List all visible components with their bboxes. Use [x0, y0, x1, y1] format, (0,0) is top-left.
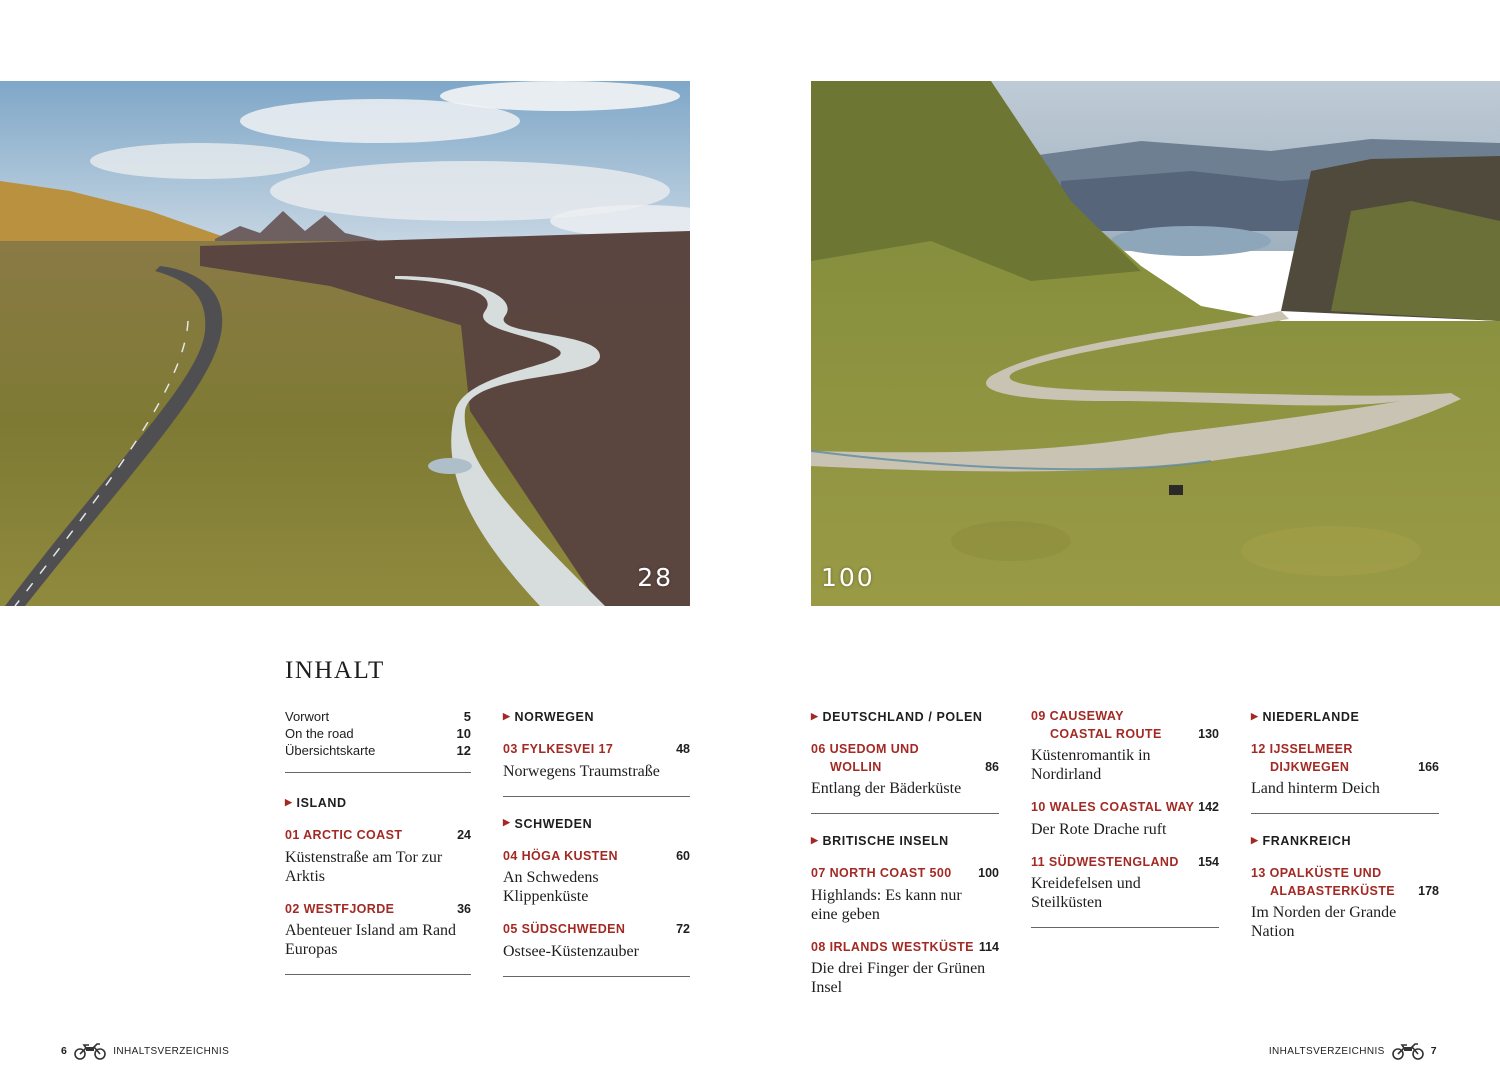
- entry-description: Entlang der Bäderküste: [811, 780, 962, 797]
- triangle-right-icon: ▶: [503, 817, 511, 827]
- region-label: FRANKREICH: [1262, 834, 1352, 848]
- motorcycle-icon: [73, 1042, 107, 1060]
- entry-code-line-2: COASTAL ROUTE: [1050, 726, 1162, 741]
- toc-entry-09[interactable]: [1031, 708, 1219, 784]
- region-heading-niederlande: [1251, 708, 1439, 726]
- entry-page: 72: [676, 922, 690, 936]
- triangle-right-icon: ▶: [1251, 710, 1259, 721]
- toc-intro-page: 10: [456, 726, 471, 741]
- region-heading-norwegen: [503, 708, 690, 726]
- triangle-right-icon: ▶: [503, 710, 511, 721]
- entry-description: Der Rote Drache ruft: [1031, 820, 1167, 838]
- entry-page: 178: [1418, 883, 1439, 898]
- divider: [503, 976, 690, 977]
- entry-code-line-2: DIJKWEGEN: [1270, 759, 1350, 774]
- toc-entry-04[interactable]: [503, 848, 690, 907]
- entry-code: [811, 741, 919, 776]
- toc-entry-02[interactable]: [285, 901, 471, 960]
- region-heading-frankreich: [1251, 832, 1439, 850]
- toc-entry-13[interactable]: [1251, 865, 1439, 941]
- divider: [285, 974, 471, 975]
- photo-page-ref: 100: [821, 563, 875, 592]
- entry-description: Küstenromantik in Nordirland: [1031, 747, 1151, 783]
- entry-description: Norwegens Traumstraße: [503, 762, 660, 780]
- entry-code: 03 FYLKESVEI 17: [503, 742, 614, 756]
- toc-entry-10[interactable]: [1031, 799, 1219, 839]
- toc-column-2: [503, 708, 690, 995]
- entry-description: Abenteuer Island am Rand Europas: [285, 922, 457, 958]
- entry-page: 130: [1198, 726, 1219, 741]
- toc-column-4: [1031, 708, 1219, 946]
- entry-code-line-1: 13 OPALKÜSTE UND: [1251, 866, 1382, 880]
- region-label: NIEDERLANDE: [1262, 710, 1360, 724]
- photo-highlands-road: [811, 81, 1500, 606]
- entry-page: 86: [985, 759, 999, 774]
- toc-entry-03[interactable]: [503, 741, 690, 781]
- toc-intro-item[interactable]: [285, 708, 471, 725]
- triangle-right-icon: ▶: [285, 796, 293, 807]
- entry-code-line-1: 12 IJSSELMEER: [1251, 742, 1353, 756]
- entry-page: 100: [978, 866, 999, 880]
- entry-page: 114: [978, 939, 999, 954]
- toc-title: INHALT: [285, 657, 385, 684]
- running-head: INHALTSVERZEICHNIS: [1268, 1045, 1385, 1057]
- entry-code-line-2: WOLLIN: [830, 759, 882, 774]
- region-label: ISLAND: [296, 796, 347, 810]
- toc-entry-06[interactable]: [811, 741, 999, 798]
- toc-column-5: [1251, 708, 1439, 956]
- region-label: BRITISCHE INSELN: [822, 834, 949, 848]
- entry-description: Die drei Finger der Grünen Insel: [811, 960, 986, 996]
- entry-page: 48: [676, 742, 690, 756]
- triangle-right-icon: ▶: [1251, 834, 1259, 845]
- iceland-landscape-image: [0, 81, 690, 606]
- divider: [503, 796, 690, 797]
- footer-right: [1269, 1042, 1437, 1060]
- toc-entry-05[interactable]: [503, 921, 690, 961]
- toc-entry-07[interactable]: [811, 865, 999, 924]
- motorcycle-icon: [1391, 1042, 1425, 1060]
- entry-page: 142: [1198, 800, 1219, 814]
- entry-page: 154: [1198, 854, 1219, 869]
- entry-code-line-1: 06 USEDOM UND: [811, 742, 919, 756]
- entry-description: Kreidefelsen und Steilküsten: [1031, 875, 1141, 911]
- region-label: NORWEGEN: [514, 710, 595, 724]
- toc-entry-01[interactable]: [285, 827, 471, 886]
- entry-description: Land hinterm Deich: [1251, 780, 1380, 797]
- entry-page: 24: [457, 828, 471, 842]
- divider: [1031, 927, 1219, 928]
- entry-page: 60: [676, 848, 690, 863]
- entry-code: 11 SÜDWESTENGLAND: [1031, 854, 1179, 869]
- region-label: DEUTSCHLAND / POLEN: [822, 710, 983, 724]
- toc-column-3: [811, 708, 999, 1012]
- entry-code: 07 NORTH COAST 500: [811, 866, 952, 880]
- entry-description: An Schwedens Klippenküste: [503, 869, 599, 905]
- triangle-right-icon: ▶: [811, 710, 819, 721]
- entry-page: 166: [1418, 759, 1439, 774]
- entry-description: Ostsee-Küstenzauber: [503, 942, 639, 960]
- toc-column-1: [285, 708, 471, 993]
- running-head: INHALTSVERZEICHNIS: [113, 1045, 230, 1057]
- toc-intro-page: 5: [463, 709, 471, 724]
- entry-description: Highlands: Es kann nur eine geben: [811, 886, 962, 923]
- entry-code: 08 IRLANDS WESTKÜSTE: [811, 939, 974, 954]
- toc-intro-label: Übersichtskarte: [285, 743, 376, 758]
- toc-entry-11[interactable]: [1031, 854, 1219, 913]
- page-number: 7: [1430, 1045, 1437, 1057]
- toc-intro-item[interactable]: [285, 725, 471, 742]
- divider: [1251, 813, 1439, 814]
- toc-intro-item[interactable]: [285, 742, 471, 759]
- region-heading-britische-inseln: [811, 832, 999, 850]
- highlands-landscape-image: [811, 81, 1500, 606]
- entry-code: [1251, 865, 1395, 900]
- entry-code-line-1: 09 CAUSEWAY: [1031, 709, 1124, 723]
- entry-code: 10 WALES COASTAL WAY: [1031, 800, 1195, 814]
- entry-page: 36: [457, 901, 471, 916]
- entry-code: 01 ARCTIC COAST: [285, 828, 403, 842]
- triangle-right-icon: ▶: [811, 834, 819, 845]
- page-number: 6: [61, 1045, 68, 1057]
- toc-entry-12[interactable]: [1251, 741, 1439, 798]
- region-heading-deutschland-polen: [811, 708, 999, 726]
- toc-intro-label: On the road: [285, 726, 354, 741]
- divider: [811, 813, 999, 814]
- region-heading-island: [285, 794, 471, 812]
- entry-code-line-2: ALABASTERKÜSTE: [1270, 883, 1396, 898]
- entry-code: [1031, 708, 1162, 743]
- toc-intro-label: Vorwort: [285, 709, 330, 724]
- region-label: SCHWEDEN: [514, 816, 593, 831]
- entry-code: 02 WESTFJORDE: [285, 901, 395, 916]
- entry-description: Küstenstraße am Tor zur Arktis: [285, 848, 443, 885]
- photo-page-ref: 28: [637, 563, 673, 592]
- toc-intro-page: 12: [456, 743, 471, 758]
- intro-list: [285, 708, 471, 773]
- entry-description: Im Norden der Grande Nation: [1251, 904, 1397, 940]
- photo-iceland-road: [0, 81, 690, 606]
- toc-entry-08[interactable]: [811, 939, 999, 998]
- region-heading-schweden: [503, 815, 690, 833]
- entry-code: 04 HÖGA KUSTEN: [503, 848, 618, 863]
- entry-code: [1251, 741, 1353, 776]
- entry-code: 05 SÜDSCHWEDEN: [503, 922, 626, 936]
- footer-left: [61, 1042, 229, 1060]
